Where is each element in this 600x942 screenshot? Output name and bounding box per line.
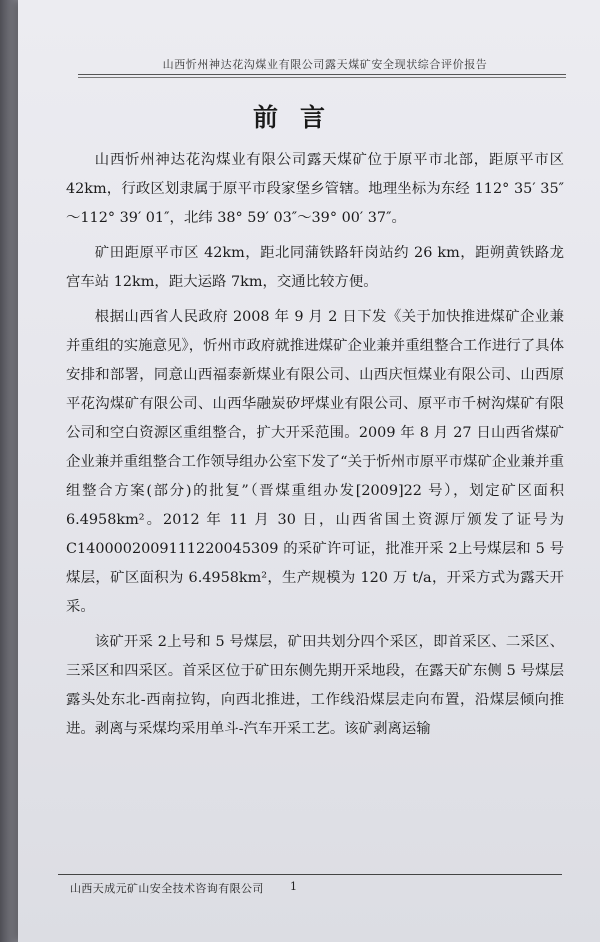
- body-text: [66, 146, 564, 750]
- footer-rule: [58, 874, 562, 875]
- page-title: 前言: [252, 103, 347, 132]
- paragraph-history: 根据山西省人民政府 2008 年 9 月 2 日下发《关于加快推进煤矿企业兼并重组的实施意见》，忻州市政府就推进煤矿企业兼并重组整合工作进行了具体安排和部署，同意山西福泰新煤业有限公司、山西庆恒煤业有限公司、山西原平花沟煤矿有限公司、山西华融炭矽坪煤业有限公司、原平市千树沟煤矿有限公司和空白资源区重组整合，扩大开采范围。2009 年 8 月 27 日山西省煤矿企业兼并重组整合工作领导组办公室下发了“关于忻州市原平市煤矿企业兼并重组整合方案(部分)的批复”（晋煤重组办发[2009]22 号），划定矿区面积 6.4958km²。2012 年 11 月 30 日，山西省国土资源厅颁发了证号为 C1400002009111220045309 的采矿许可证，批准开采 2上号煤层和 5 号煤层，矿区面积为 6.4958km²，生产规模为 120 万 t/a，开采方式为露天开采。: [66, 309, 564, 615]
- header-rule: [78, 74, 566, 78]
- page-number: 1: [290, 880, 297, 893]
- paragraph-location: 山西忻州神达花沟煤业有限公司露天煤矿位于原平市北部，距原平市区 42km，行政区划隶属于原平市段家堡乡管辖。地理坐标为东经 112° 35′ 35″～112° 39′ 01″，北纬 38° 59′ 03″～39° 00′ 37″。: [66, 152, 564, 226]
- paragraph-transport: 矿田距原平市区 42km，距北同蒲铁路轩岗站约 26 km，距朔黄铁路龙宫车站 12km，距大运路 7km，交通比较方便。: [66, 245, 564, 290]
- footer-company: 山西天成元矿山安全技术咨询有限公司: [70, 882, 264, 895]
- paragraph-mining: 该矿开采 2上号和 5 号煤层，矿田共划分四个采区，即首采区、二采区、三采区和四采区。首采区位于矿田东侧先期开采地段，在露天矿东侧 5 号煤层露头处东北-西南拉钩，向西北推进，工作线沿煤层走向布置，沿煤层倾向推进。剥离与采煤均采用单斗-汽车开采工艺。该矿剥离运输: [66, 634, 564, 737]
- binding-shadow: [0, 0, 18, 942]
- running-header: 山西忻州神达花沟煤业有限公司露天煤矿安全现状综合评价报告: [162, 58, 488, 71]
